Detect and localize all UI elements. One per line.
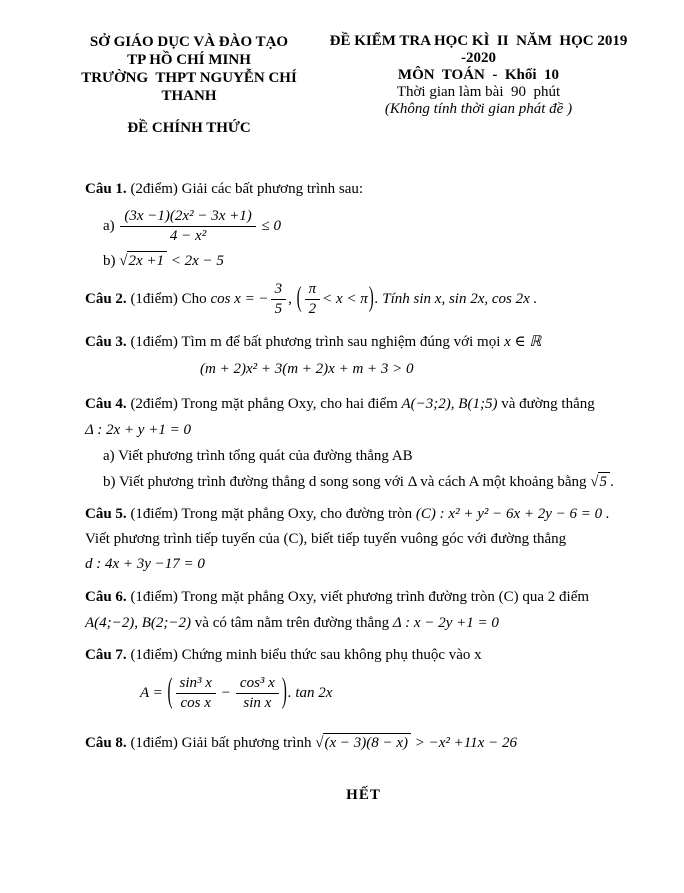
numerator: 3 (271, 281, 287, 300)
question-7 (85, 643, 642, 713)
right-paren: ) (368, 283, 374, 314)
given-points: A(−3;2), B(1;5) (401, 396, 498, 412)
inequality-rest: > −x² +11x − 26 (414, 734, 517, 751)
question-2-tail: . Tính sin x, sin 2x, cos 2x . (374, 290, 538, 307)
radical-sign: √ (315, 734, 324, 751)
question-5-text: (1điểm) Trong mặt phẳng Oxy, cho đường tròn (130, 506, 413, 522)
given-points: A(4;−2), B(2;−2) (85, 615, 192, 631)
cos-equation: cos x = − (210, 290, 269, 307)
question-6-line2 (85, 610, 642, 636)
numerator: cos³ x (236, 675, 279, 694)
question-5-line2: Viết phương trình tiếp tuyến của (C), biết tiếp tuyến vuông góc với đường thẳng (85, 531, 567, 547)
item-b-label: b) (103, 252, 116, 269)
denominator: 2 (308, 300, 317, 317)
denominator: sin x (243, 695, 272, 712)
question-5-number: Câu 5. (85, 506, 127, 522)
numerator: (3x −1)(2x² − 3x +1) (120, 208, 255, 227)
question-6-text: (1điểm) Trong mặt phẳng Oxy, viết phương trình đường tròn (C) qua 2 điểm (130, 589, 590, 605)
question-7-formula (140, 675, 642, 713)
question-4-text2: và đường thẳng (501, 396, 595, 412)
question-6 (85, 584, 642, 636)
question-4-text: (2điểm) Trong mặt phẳng Oxy, cho hai điểm (130, 396, 398, 412)
question-6-text2: và có tâm nằm trên đường thẳng (194, 615, 390, 631)
question-6-number: Câu 6. (85, 589, 127, 605)
question-7-stem (85, 643, 642, 667)
inequality-rest: < 2x − 5 (170, 252, 224, 269)
question-4b (103, 469, 642, 495)
fraction (305, 281, 321, 319)
domain-condition: x ∈ ℝ (504, 334, 542, 350)
exam-header (63, 33, 642, 137)
circle-equation: (C) : x² + y² − 6x + 2y − 6 = 0 . (415, 506, 610, 522)
end-of-exam-label: HẾT (346, 786, 381, 803)
question-2-number: Câu 2. (85, 290, 127, 307)
question-7-text: (1điểm) Chứng minh biểu thức sau không phụ thuộc vào x (130, 647, 482, 663)
delta-equation: Δ : x − 2y +1 = 0 (392, 615, 499, 631)
exam-note: (Không tính thời gian phát đề ) (384, 101, 573, 117)
question-6-stem (85, 584, 642, 610)
question-1b (103, 253, 642, 270)
question-4-number: Câu 4. (85, 396, 127, 412)
question-3-formula: (m + 2)x² + 3(m + 2)x + m + 3 > 0 (200, 361, 414, 377)
question-1-text: (2điểm) Giải các bất phương trình sau: (130, 181, 364, 197)
city-name: TP HỒ CHÍ MINH (127, 52, 251, 68)
left-paren: ( (167, 674, 173, 711)
radicand: 2x +1 (127, 251, 167, 269)
question-3 (85, 330, 642, 378)
question-7-number: Câu 7. (85, 647, 127, 663)
interval-condition: < x < π (322, 290, 368, 307)
question-4b-text: b) Viết phương trình đường thẳng d song song với Δ và cách A một khoảng bằng (103, 474, 587, 490)
question-1-stem (85, 177, 642, 201)
question-2-text: (1điểm) Cho (130, 290, 207, 307)
question-1-number: Câu 1. (85, 181, 127, 197)
radical-sign: √ (590, 474, 599, 490)
minus-sign: − (221, 685, 231, 702)
question-5 (85, 502, 642, 577)
period: . (609, 474, 614, 490)
radicand: 5 (598, 472, 610, 490)
inequality-relation: ≤ 0 (261, 218, 281, 235)
official-exam-label: ĐỀ CHÍNH THỨC (127, 120, 251, 136)
fraction (236, 675, 279, 713)
left-paren: ( (296, 283, 302, 314)
fraction (176, 675, 216, 713)
question-8-text: (1điểm) Giải bất phương trình (130, 734, 312, 751)
lhs: A = (140, 685, 163, 702)
denominator: 5 (274, 300, 283, 317)
question-3-stem (85, 330, 642, 354)
exam-title: ĐỀ KIỂM TRA HỌC KÌ II NĂM HỌC 2019 -2020 (329, 33, 632, 66)
question-1a (103, 208, 642, 246)
numerator: π (305, 281, 321, 300)
question-3-text: (1điểm) Tìm m để bất phương trình sau nghiệm đúng với mọi (130, 334, 501, 350)
exam-title-block (315, 33, 642, 118)
questions-list (85, 177, 642, 804)
question-1 (85, 177, 642, 270)
exam-subject: MÔN TOÁN - Khối 10 (397, 67, 560, 83)
numerator: sin³ x (176, 675, 216, 694)
department-name: SỞ GIÁO DỤC VÀ ĐÀO TẠO (89, 34, 289, 50)
question-5-stem (85, 502, 642, 527)
fraction (271, 281, 287, 319)
radical-sign: √ (119, 252, 128, 269)
question-3-number: Câu 3. (85, 334, 127, 350)
right-paren: ) (281, 674, 287, 711)
delta-equation: Δ : 2x + y +1 = 0 (85, 422, 191, 438)
sqrt-expression (590, 472, 610, 490)
question-8-stem (85, 731, 642, 755)
item-a-label: a) (103, 218, 115, 235)
comma: , (288, 290, 292, 307)
school-block (63, 33, 315, 137)
line-d-equation: d : 4x + 3y −17 = 0 (85, 556, 205, 572)
radicand: (x − 3)(8 − x) (323, 733, 411, 751)
question-4 (85, 391, 642, 495)
rhs: . tan 2x (287, 685, 333, 702)
exam-duration: Thời gian làm bài 90 phút (396, 84, 561, 100)
question-2 (85, 281, 642, 319)
question-4-stem (85, 391, 642, 417)
fraction (120, 208, 255, 246)
question-4a: a) Viết phương trình tổng quát của đường thẳng AB (103, 448, 413, 464)
question-8 (85, 731, 642, 755)
sqrt-expression (315, 733, 411, 751)
sqrt-expression (119, 251, 167, 269)
school-name: TRƯỜNG THPT NGUYỄN CHÍ THANH (81, 70, 301, 104)
denominator: cos x (180, 695, 211, 712)
question-8-number: Câu 8. (85, 734, 127, 751)
denominator: 4 − x² (169, 228, 207, 245)
